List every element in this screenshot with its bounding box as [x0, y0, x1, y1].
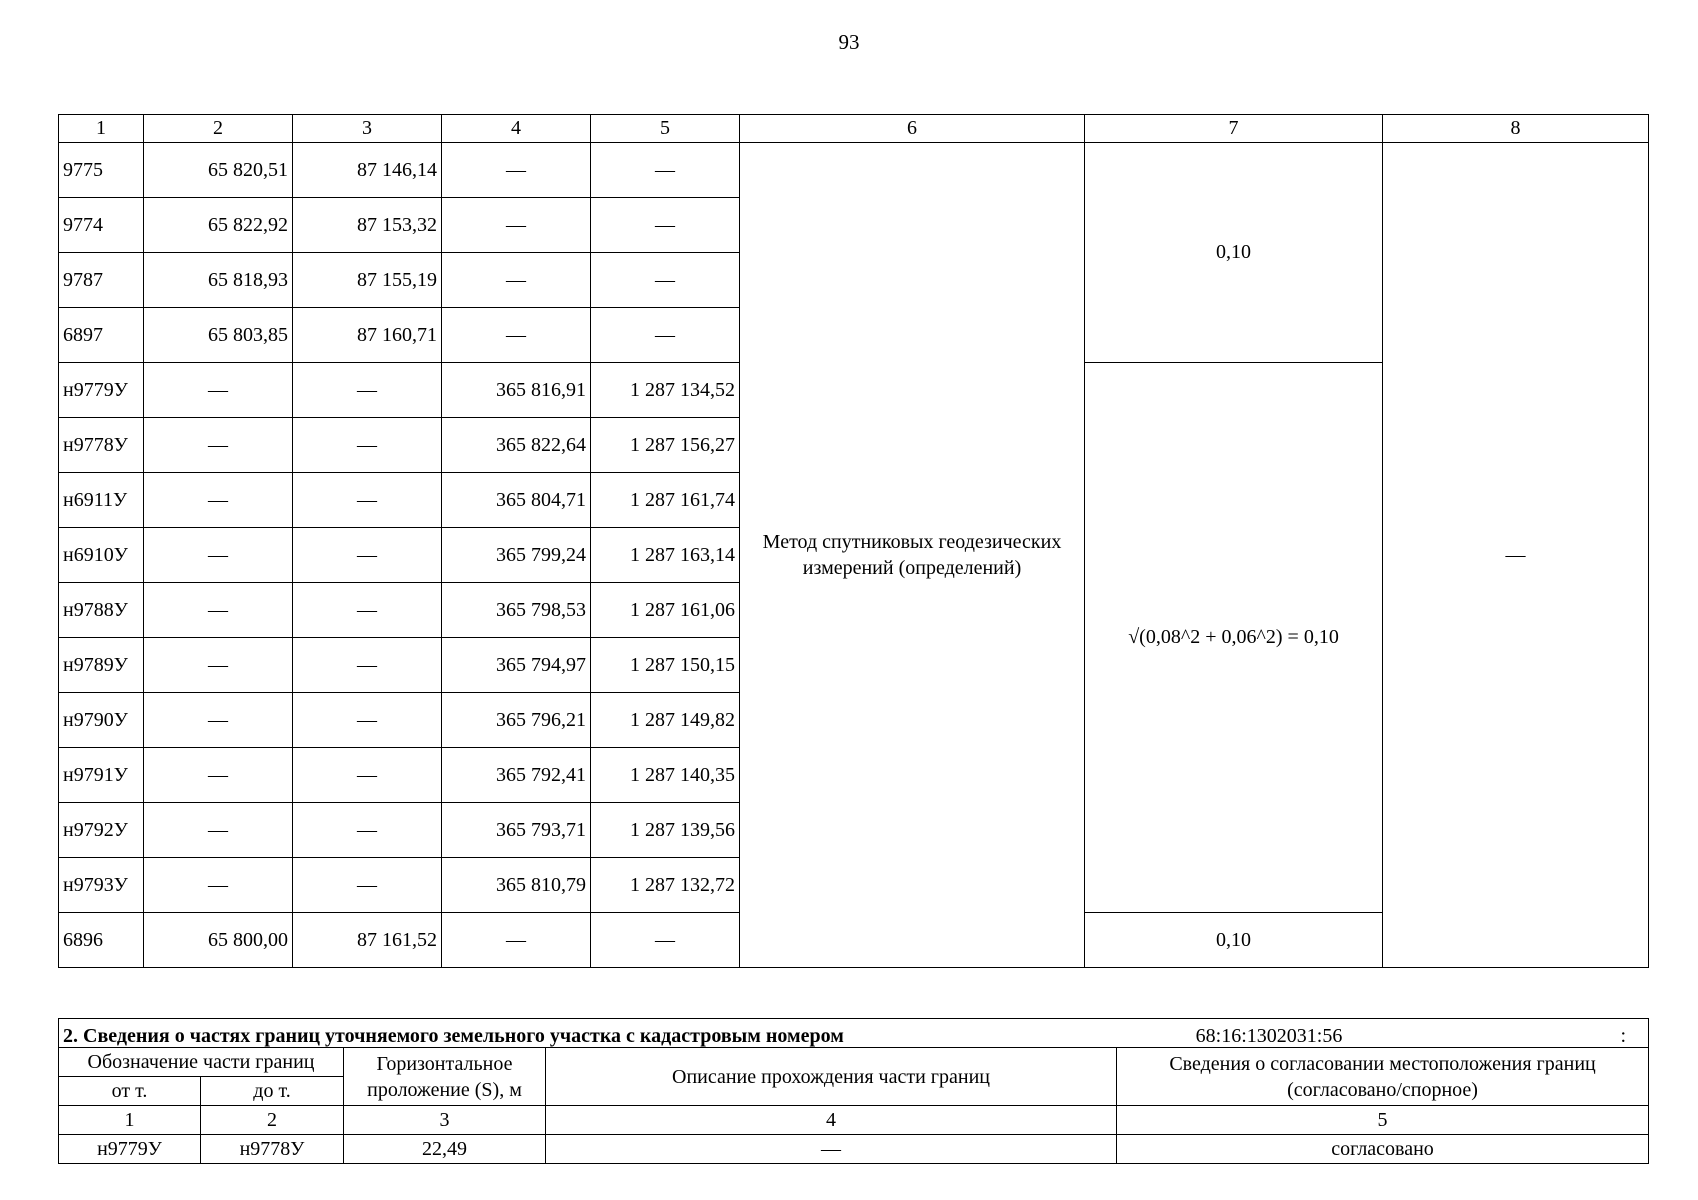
col-number: 2 [201, 1106, 344, 1135]
point-id: н9790У [59, 693, 144, 748]
y-old: 87 146,14 [293, 143, 442, 198]
from-point: н9779У [59, 1135, 201, 1164]
y-new: 1 287 132,72 [591, 858, 740, 913]
to-point: н9778У [201, 1135, 344, 1164]
x-old: — [144, 363, 293, 418]
point-id: н9791У [59, 748, 144, 803]
y-old: 87 160,71 [293, 308, 442, 363]
point-id: н9792У [59, 803, 144, 858]
col-number: 4 [546, 1106, 1117, 1135]
agreement-status: согласовано [1117, 1135, 1649, 1164]
horizontal-length: 22,49 [344, 1135, 546, 1164]
col-number: 4 [442, 115, 591, 143]
accuracy-top: 0,10 [1085, 143, 1383, 363]
accuracy-bottom: 0,10 [1085, 913, 1383, 968]
x-old: — [144, 583, 293, 638]
y-old: — [293, 638, 442, 693]
x-new: 365 796,21 [442, 693, 591, 748]
y-old: — [293, 858, 442, 913]
x-new: 365 810,79 [442, 858, 591, 913]
y-old: — [293, 803, 442, 858]
y-new: 1 287 140,35 [591, 748, 740, 803]
y-new: — [591, 198, 740, 253]
y-new: 1 287 149,82 [591, 693, 740, 748]
point-id: н9778У [59, 418, 144, 473]
y-new: 1 287 150,15 [591, 638, 740, 693]
section2-colon: : [1620, 1025, 1627, 1047]
point-id: н6910У [59, 528, 144, 583]
x-new: — [442, 308, 591, 363]
method-cell: Метод спутниковых геодезических измерений (определений) [740, 143, 1085, 968]
col-number: 6 [740, 115, 1085, 143]
col-number: 3 [344, 1106, 546, 1135]
x-new: 365 804,71 [442, 473, 591, 528]
y-new: — [591, 308, 740, 363]
y-new: 1 287 156,27 [591, 418, 740, 473]
x-old: 65 818,93 [144, 253, 293, 308]
page-number: 93 [838, 30, 860, 54]
point-id: 9787 [59, 253, 144, 308]
x-new: 365 792,41 [442, 748, 591, 803]
point-id: 6897 [59, 308, 144, 363]
col-number: 3 [293, 115, 442, 143]
header-description: Описание прохождения части границ [546, 1048, 1117, 1106]
col-number: 5 [591, 115, 740, 143]
y-old: — [293, 528, 442, 583]
boundary-parts-table [58, 1018, 1649, 1164]
x-new: 365 793,71 [442, 803, 591, 858]
col-number: 7 [1085, 115, 1383, 143]
header-horizontal-length: Горизонтальное проложение (S), м [344, 1048, 546, 1106]
y-old: — [293, 583, 442, 638]
header-part-designation: Обозначение части границ [59, 1048, 344, 1077]
y-new: — [591, 253, 740, 308]
point-id: 6896 [59, 913, 144, 968]
y-old: — [293, 693, 442, 748]
y-old: — [293, 418, 442, 473]
y-new: 1 287 161,06 [591, 583, 740, 638]
table-row [59, 143, 1649, 198]
x-new: 365 816,91 [442, 363, 591, 418]
section2-heading [59, 1019, 1649, 1048]
y-old: 87 155,19 [293, 253, 442, 308]
y-old: — [293, 473, 442, 528]
x-old: — [144, 803, 293, 858]
x-old: 65 820,51 [144, 143, 293, 198]
x-old: 65 822,92 [144, 198, 293, 253]
x-new: — [442, 143, 591, 198]
col-number: 1 [59, 115, 144, 143]
x-new: 365 794,97 [442, 638, 591, 693]
col-number: 1 [59, 1106, 201, 1135]
x-old: 65 800,00 [144, 913, 293, 968]
col-number: 5 [1117, 1106, 1649, 1135]
header-to-point: до т. [201, 1077, 344, 1106]
y-old: — [293, 748, 442, 803]
y-new: 1 287 163,14 [591, 528, 740, 583]
point-id: н9789У [59, 638, 144, 693]
table-row [59, 1135, 1649, 1164]
point-id: 9775 [59, 143, 144, 198]
section2-title: 2. Сведения о частях границ уточняемого земельного участка с кадастровым номером [63, 1025, 844, 1047]
point-id: н9779У [59, 363, 144, 418]
coordinates-table [58, 114, 1649, 968]
x-old: 65 803,85 [144, 308, 293, 363]
x-old: — [144, 473, 293, 528]
x-new: — [442, 198, 591, 253]
x-old: — [144, 693, 293, 748]
x-new: 365 799,24 [442, 528, 591, 583]
col8-value: — [1383, 143, 1649, 968]
point-id: н6911У [59, 473, 144, 528]
x-new: 365 798,53 [442, 583, 591, 638]
x-new: — [442, 913, 591, 968]
y-new: 1 287 161,74 [591, 473, 740, 528]
point-id: н9788У [59, 583, 144, 638]
col-number: 2 [144, 115, 293, 143]
y-old: 87 161,52 [293, 913, 442, 968]
point-id: н9793У [59, 858, 144, 913]
col-number: 8 [1383, 115, 1649, 143]
x-old: — [144, 638, 293, 693]
y-new: — [591, 913, 740, 968]
y-new: 1 287 139,56 [591, 803, 740, 858]
y-new: — [591, 143, 740, 198]
y-new: 1 287 134,52 [591, 363, 740, 418]
parts-column-number-row [59, 1106, 1649, 1135]
x-old: — [144, 528, 293, 583]
cadastral-number: 68:16:1302031:56 [969, 1023, 1569, 1048]
x-old: — [144, 858, 293, 913]
point-id: 9774 [59, 198, 144, 253]
accuracy-formula: √(0,08^2 + 0,06^2) = 0,10 [1085, 363, 1383, 913]
column-number-row [59, 115, 1649, 143]
x-new: 365 822,64 [442, 418, 591, 473]
x-old: — [144, 418, 293, 473]
description: — [546, 1135, 1117, 1164]
y-old: — [293, 363, 442, 418]
header-agreement: Сведения о согласовании местоположения границ (согласовано/спорное) [1117, 1048, 1649, 1106]
y-old: 87 153,32 [293, 198, 442, 253]
x-old: — [144, 748, 293, 803]
header-from-point: от т. [59, 1077, 201, 1106]
x-new: — [442, 253, 591, 308]
